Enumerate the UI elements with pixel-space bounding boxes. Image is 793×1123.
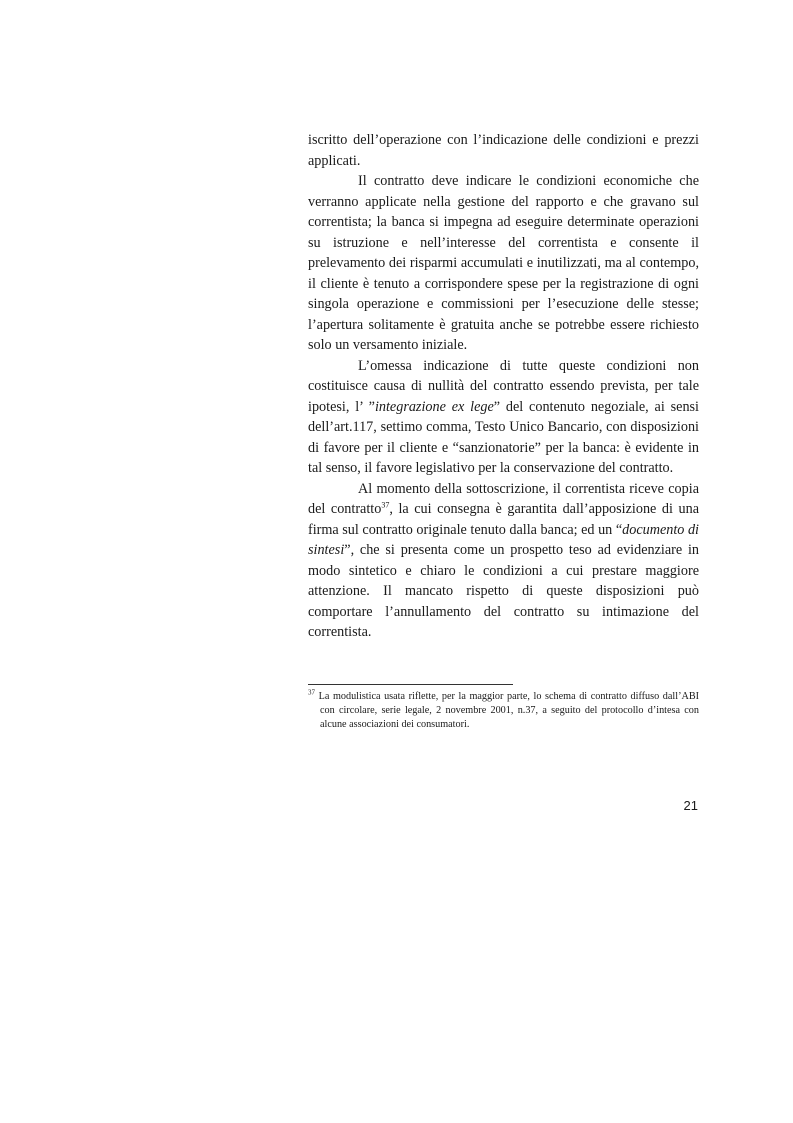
italic-text: integrazione ex lege xyxy=(374,398,494,415)
text-run: ” del contenuto negoziale, ai sensi dell’art.117, settimo comma, Testo Unico Bancario, con disposizioni di favore per il cliente e “sanzionatorie” per la banca: è evidente in tal senso, il favore legislativo per la conservazione del contratto. xyxy=(308,398,699,476)
text-run: Al momento della sottoscrizione, il correntista riceve copia del contratto xyxy=(308,480,699,517)
footnote-text: La modulistica usata riflette, per la maggior parte, lo schema di contratto diffuso dall’ABI con circolare, serie legale, 2 novembre 2001, n.37, a seguito del protocollo d’intesa con alcune associazioni dei consumatori. xyxy=(318,691,700,730)
paragraph-1 xyxy=(308,130,699,171)
footnote xyxy=(308,690,699,732)
text-run: , la cui consegna è garantita dall’apposizione di una firma sul contratto originale tenuto dalla banca; ed un “ xyxy=(308,501,699,538)
italic-text: documento di sintesi xyxy=(308,521,699,558)
footnote-separator xyxy=(308,684,513,685)
text-run: ”, che si presenta come un prospetto teso ad evidenziare in modo sintetico e chiaro le condizioni a cui prestare maggiore attenzione. Il mancato rispetto di queste disposizioni può comportare l’annullamento del contratto su intimazione del correntista. xyxy=(308,542,699,640)
paragraph-4 xyxy=(308,479,699,643)
text-run: Il contratto deve indicare le condizioni economiche che verranno applicate nella gestione del rapporto e che gravano sul correntista; la banca si impegna ad eseguire determinate operazioni su istruzione e nell’interesse del correntista e consente il prelevamento dei risparmi accumulati e inutilizzati, ma al contempo, il cliente è tenuto a corrispondere spese per la registrazione di ogni singola operazione e commissioni per l’esecuzione delle stesse; l’apertura solitamente è gratuita anche se potrebbe essere richiesto solo un versamento iniziale. xyxy=(308,173,699,353)
page-number: 21 xyxy=(683,798,698,813)
paragraph-2 xyxy=(308,171,699,356)
footnote-reference: 37 xyxy=(381,500,390,510)
footnote-marker: 37 xyxy=(308,688,315,697)
paragraph-3 xyxy=(308,356,699,479)
body-text xyxy=(308,130,699,643)
text-run: iscritto dell’operazione con l’indicazione delle condizioni e prezzi applicati. xyxy=(308,132,699,169)
text-run: L’omessa indicazione di tutte queste condizioni non costituisce causa di nullità del contratto essendo prevista, per tale ipotesi, l’ ” xyxy=(308,357,699,415)
